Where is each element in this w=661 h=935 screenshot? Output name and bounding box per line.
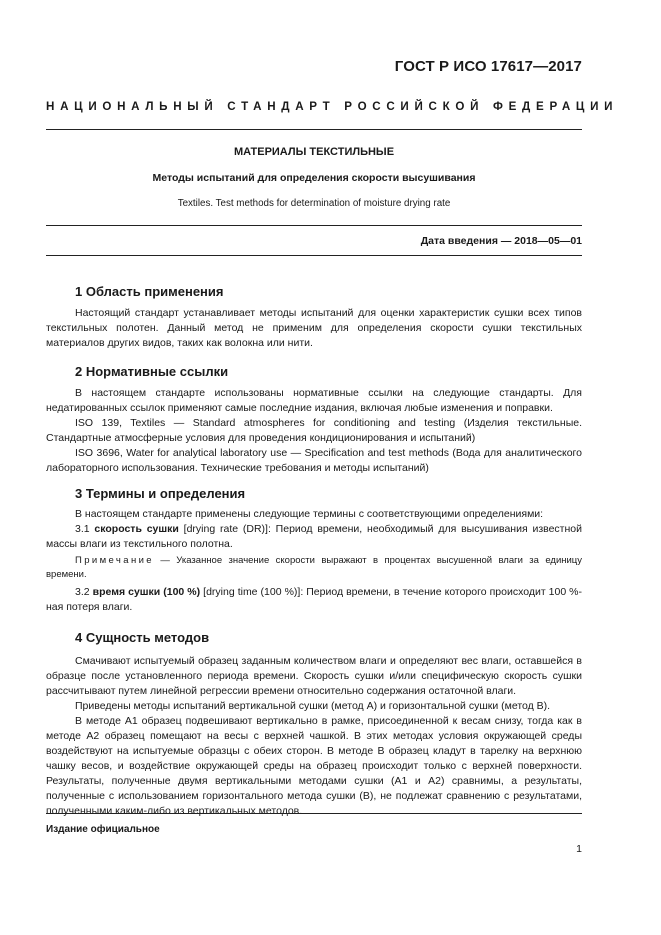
paragraph: Настоящий стандарт устанавливает методы испытаний для оценки характеристик сушки всех типов текстильных полотен. Данный метод не применим для определения скорости сушки текстильных материалов других видов, таких как волокна или нити. <box>46 307 582 349</box>
term-number: 3.2 <box>75 586 93 598</box>
section-4-heading: 4 Сущность методов <box>75 630 210 645</box>
header-rule <box>46 129 582 130</box>
document-subtitle: Методы испытаний для определения скорости высушивания <box>152 172 476 184</box>
note-label: Примечание <box>75 555 154 566</box>
term-number: 3.1 <box>75 523 95 535</box>
term-3-1 <box>46 522 582 552</box>
term-name: скорость сушки <box>94 523 179 535</box>
section-1-body <box>46 306 582 351</box>
reference-iso-139: ISO 139, Textiles — Standard atmospheres for conditioning and testing (Изделия текстильные. Стандартные атмосферные условия для проведения кондиционирования и испытаний) <box>46 417 582 444</box>
paragraph: Смачивают испытуемый образец заданным количеством влаги и определяют вес влаги, оставшейся в образце после установленного периода времени. Скорость сушки и/или специфическую скорость сушки рассчитывают путем линейной регрессии времени относительно содержания остаточной влаги. <box>46 655 582 697</box>
document-title-english: Textiles. Test methods for determination of moisture drying rate <box>177 198 451 209</box>
introduction-date: Дата введения — 2018—05—01 <box>420 235 582 247</box>
term-3-2-block <box>46 585 582 615</box>
term-definition: [drying rate (DR)]: Период времени, необходимый для высушивания известной массы влаги из текстильного полотна. <box>46 523 582 550</box>
standard-number: ГОСТ Р ИСО 17617—2017 <box>394 58 582 75</box>
paragraph: В настоящем стандарте использованы нормативные ссылки на следующие стандарты. Для недатированных ссылок применяют самые последние издания, включая любые изменения и поправки. <box>46 387 582 414</box>
footer-rule <box>46 813 582 814</box>
section-3-body <box>46 507 582 552</box>
paragraph: Приведены методы испытаний вертикальной сушки (метод А) и горизонтальной сушки (метод В). <box>75 700 551 712</box>
date-rule <box>46 255 582 256</box>
section-4-body <box>46 654 582 819</box>
term-3-2 <box>46 585 582 615</box>
page-number: 1 <box>576 843 582 855</box>
note <box>46 554 582 582</box>
section-3-heading: 3 Термины и определения <box>75 486 246 501</box>
term-name: время сушки (100 %) <box>92 586 201 598</box>
section-2-body <box>46 386 582 476</box>
title-rule <box>46 225 582 226</box>
national-standard-banner: НАЦИОНАЛЬНЫЙ СТАНДАРТ РОССИЙСКОЙ ФЕДЕРАЦИИ <box>46 100 619 113</box>
term-definition: [drying time (100 %)]: Период времени, в течение которого происходит 100 %-ная потеря влаги. <box>46 586 583 613</box>
paragraph: В методе А1 образец подвешивают вертикально в рамке, присоединенной к весам снизу, тогда как в методе А2 образец помещают на весы с верхней чашкой. В этих методах условия окружающей среды воздействуют на испытуемые образцы с обеих сторон. В методе В образец кладут в тарелку на верхнюю чашку весов, и воздействие окружающей среды на образец происходит только с верхней поверхности. Результаты, полученные двумя вертикальными методами сушки (А1 и А2) сравнимы, а результаты, полученные с использованием горизонтального метода сушки (В), не подлежат сравнению с результатами, полученными каким-либо из вертикальных методов. <box>46 715 582 817</box>
section-2-heading: 2 Нормативные ссылки <box>75 364 229 379</box>
document-title: МАТЕРИАЛЫ ТЕКСТИЛЬНЫЕ <box>233 146 395 158</box>
note-text: — Указанное значение скорости выражают в процентах высушенной влаги за единицу времени. <box>46 555 582 580</box>
official-edition-label: Издание официальное <box>46 824 160 835</box>
reference-iso-3696: ISO 3696, Water for analytical laboratory use — Specification and test methods (Вода для аналитического лабораторного использования. Технические требования и методы испытаний) <box>46 447 582 474</box>
section-1-heading: 1 Область применения <box>75 284 224 299</box>
paragraph: В настоящем стандарте применены следующие термины с соответствующими определениями: <box>75 508 544 520</box>
